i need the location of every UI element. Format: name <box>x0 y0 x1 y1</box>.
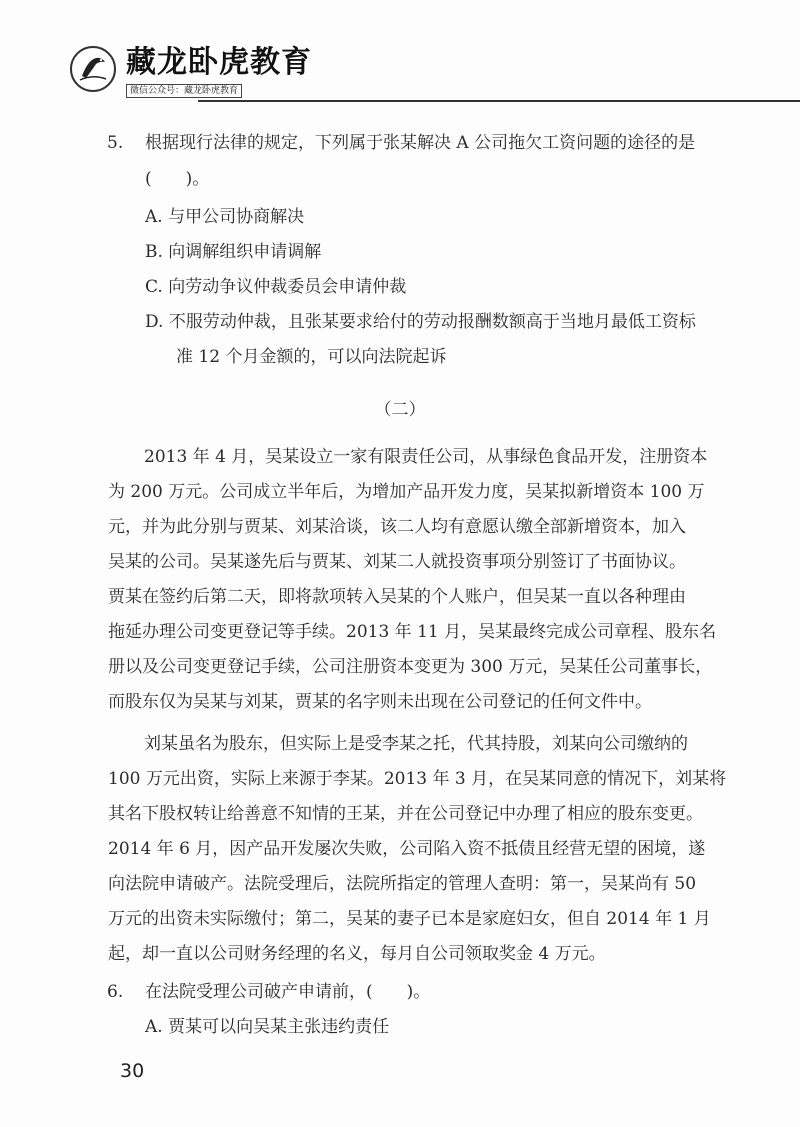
paragraph-line: 其名下股权转让给善意不知情的王某，并在公司登记中办理了相应的股东变更。 <box>108 804 703 824</box>
option-d: D. 不服劳动仲裁，且张某要求给付的劳动报酬数额高于当地月最低工资标 <box>145 312 696 332</box>
option-a: A. 贾某可以向吴某主张违约责任 <box>145 1017 390 1037</box>
option-a: A. 与甲公司协商解决 <box>145 207 305 227</box>
option-d-cont: 准 12 个月金额的，可以向法院起诉 <box>176 347 447 367</box>
paragraph-line: 万元的出资未实际缴付；第二，吴某的妻子已本是家庭妇女，但自 2014 年 1 月 <box>108 909 711 929</box>
option-c: C. 向劳动争议仲裁委员会申请仲裁 <box>145 277 407 297</box>
brand-subtitle: 微信公众号：藏龙卧虎教育 <box>126 84 242 98</box>
question-number: 6. <box>107 982 124 1002</box>
question-number: 5. <box>107 133 124 153</box>
question-stem: 根据现行法律的规定，下列属于张某解决 A 公司拖欠工资问题的途径的是 <box>145 133 696 153</box>
paragraph-line: 2014 年 6 月，因产品开发屡次失败，公司陷入资不抵债且经营无望的困境，遂 <box>108 839 706 859</box>
paragraph-line: 拖延办理公司变更登记等手续。2013 年 11 月，吴某最终完成公司章程、股东名 <box>108 622 717 642</box>
paragraph-line: 吴某的公司。吴某遂先后与贾某、刘某二人就投资事项分别签订了书面协议。 <box>108 552 686 572</box>
header-rule <box>198 100 800 102</box>
paragraph-line: 向法院申请破产。法院受理后，法院所指定的管理人查明：第一，吴某尚有 50 <box>108 874 697 894</box>
brand-logo <box>70 46 116 92</box>
paragraph-line: 为 200 万元。公司成立半年后，为增加产品开发力度，吴某拟新增资本 100 万 <box>108 482 705 502</box>
paragraph-line: 元，并为此分别与贾某、刘某洽谈，该二人均有意愿认缴全部新增资本，加入 <box>108 517 686 537</box>
paragraph-line: 而股东仅为吴某与刘某，贾某的名字则未出现在公司登记的任何文件中。 <box>108 692 652 712</box>
section-title: （二） <box>374 400 426 420</box>
brand-name: 藏龙卧虎教育 <box>126 45 312 80</box>
page-number: 30 <box>120 1060 145 1082</box>
page-header <box>70 40 800 110</box>
option-b: B. 向调解组织申请调解 <box>145 242 322 262</box>
paragraph-line: 起，却一直以公司财务经理的名义，每月自公司领取奖金 4 万元。 <box>108 944 606 964</box>
paragraph-line: 册以及公司变更登记手续，公司注册资本变更为 300 万元，吴某任公司董事长， <box>108 657 713 677</box>
paragraph-line: 刘某虽名为股东，但实际上是受李某之托，代其持股，刘某向公司缴纳的 <box>144 734 688 754</box>
bird-emblem-icon <box>72 48 114 90</box>
paragraph-line: 100 万元出资，实际上来源于李某。2013 年 3 月，在吴某同意的情况下，刘某将 <box>108 769 727 789</box>
question-stem: 在法院受理公司破产申请前，( )。 <box>145 982 431 1002</box>
paragraph-line: 贾某在签约后第二天，即将款项转入吴某的个人账户，但吴某一直以各种理由 <box>108 587 686 607</box>
paragraph-line: 2013 年 4 月，吴某设立一家有限责任公司，从事绿色食品开发，注册资本 <box>144 447 708 467</box>
question-stem-cont: ( )。 <box>145 169 210 189</box>
